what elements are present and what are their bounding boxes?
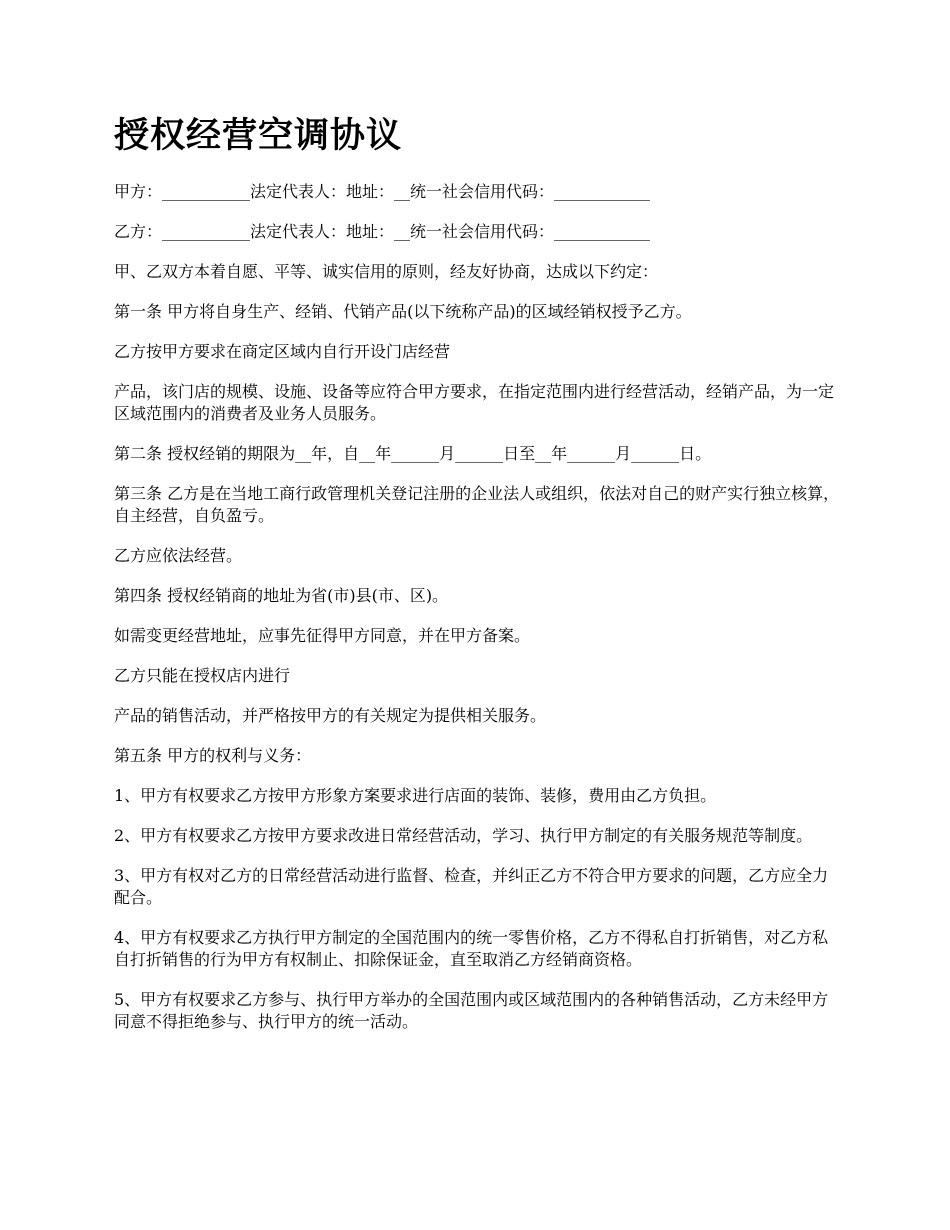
article-4-text-c: 产品的销售活动，并严格按甲方的有关规定为提供相关服务。 bbox=[114, 706, 547, 725]
article-4-text-a: 如需变更经营地址，应事先征得甲方同意，并在甲方备案。 bbox=[114, 626, 531, 645]
article-4-text-b: 乙方只能在授权店内进行 bbox=[114, 666, 291, 685]
document-body bbox=[114, 181, 842, 1051]
clause-5: 5、甲方有权要求乙方参与、执行甲方举办的全国范围内或区域范围内的各种销售活动，乙方未经甲方同意不得拒绝参与、执行甲方的统一活动。 bbox=[114, 990, 829, 1031]
article-2: 第二条 授权经销的期限为__年，自__年______月______日至__年______月______日。 bbox=[114, 444, 712, 463]
preamble: 甲、乙双方本着自愿、平等、诚实信用的原则，经友好协商，达成以下约定： bbox=[114, 262, 659, 281]
article-1: 第一条 甲方将自身生产、经销、代销产品(以下统称产品)的区域经销权授予乙方。 bbox=[114, 302, 692, 321]
article-1-text-a: 乙方按甲方要求在商定区域内自行开设门店经营 bbox=[114, 342, 451, 361]
party-b-line: 乙方：___________法定代表人：地址：__统一社会信用代码：____________ bbox=[114, 222, 651, 241]
clause-2: 2、甲方有权要求乙方按甲方要求改进日常经营活动，学习、执行甲方制定的有关服务规范等制度。 bbox=[114, 826, 813, 845]
article-3: 第三条 乙方是在当地工商行政管理机关登记注册的企业法人或组织，依法对自己的财产实行独立核算，自主经营，自负盈亏。 bbox=[114, 484, 840, 525]
party-a-line: 甲方：___________法定代表人：地址：__统一社会信用代码：____________ bbox=[114, 182, 651, 201]
clause-1: 1、甲方有权要求乙方按甲方形象方案要求进行店面的装饰、装修，费用由乙方负担。 bbox=[114, 786, 717, 805]
article-3-text: 乙方应依法经营。 bbox=[114, 546, 243, 565]
clause-3: 3、甲方有权对乙方的日常经营活动进行监督、检查，并纠正乙方不符合甲方要求的问题，乙方应全力配合。 bbox=[114, 866, 829, 907]
document-title: 授权经营空调协议 bbox=[114, 116, 403, 156]
article-4: 第四条 授权经销商的地址为省(市)县(市、区)。 bbox=[114, 586, 449, 605]
article-1-text-b: 产品，该门店的规模、设施、设备等应符合甲方要求，在指定范围内进行经营活动，经销产品，为一定区域范围内的消费者及业务人员服务。 bbox=[114, 382, 835, 423]
clause-4: 4、甲方有权要求乙方执行甲方制定的全国范围内的统一零售价格，乙方不得私自打折销售，对乙方私自打折销售的行为甲方有权制止、扣除保证金，直至取消乙方经销商资格。 bbox=[114, 928, 829, 969]
article-5: 第五条 甲方的权利与义务： bbox=[114, 746, 312, 765]
